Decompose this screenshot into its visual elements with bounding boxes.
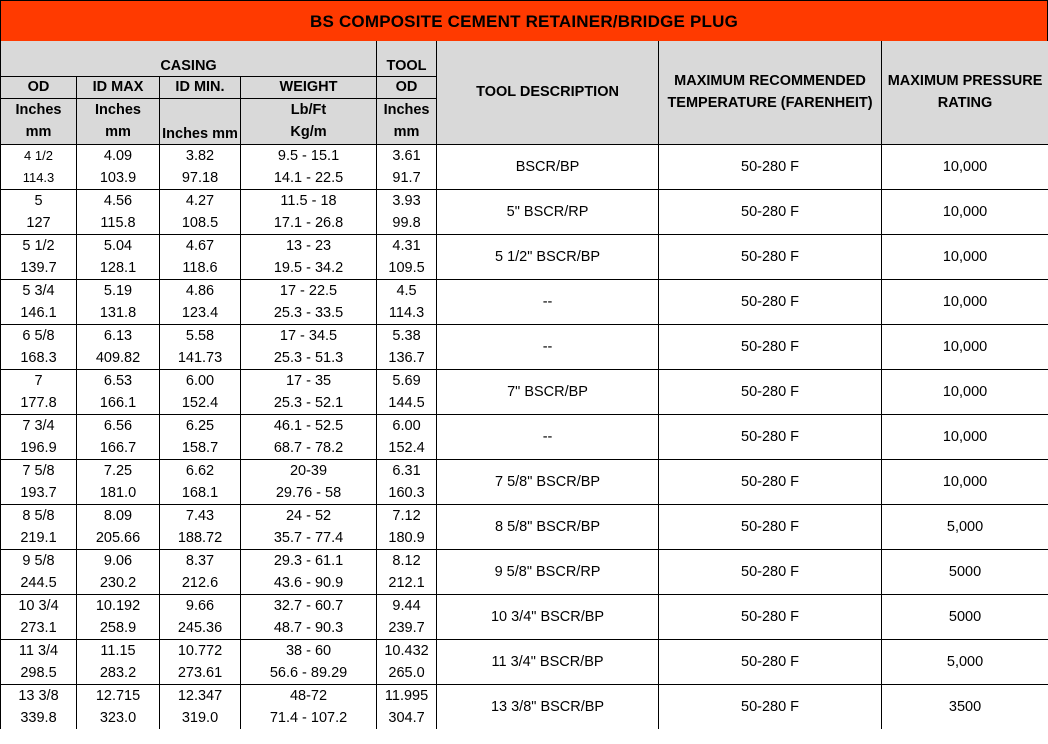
casing-od-mm: 219.1: [1, 527, 77, 550]
tool-description: 11 3/4" BSCR/BP: [437, 639, 659, 684]
id-max-inches: 4.09: [77, 144, 160, 167]
max-pressure-header-line1: MAXIMUM PRESSURE: [887, 73, 1043, 90]
tool-od-inches: 5.69: [377, 369, 437, 392]
id-min-mm: 319.0: [160, 707, 241, 729]
weight-kgm: 48.7 - 90.3: [241, 617, 377, 640]
tool-od-inches: 5.38: [377, 324, 437, 347]
weight-kgm: 25.3 - 51.3: [241, 347, 377, 370]
table-row: [1, 459, 1048, 482]
id-min-inches: 6.62: [160, 459, 241, 482]
id-max-inches: 11.15: [77, 639, 160, 662]
max-pressure: 5000: [882, 594, 1048, 639]
weight-lbft: 24 - 52: [241, 504, 377, 527]
id-max-mm: 128.1: [77, 257, 160, 280]
max-pressure: 10,000: [882, 414, 1048, 459]
tool-description: 7 5/8" BSCR/BP: [437, 459, 659, 504]
tool-description: 5 1/2" BSCR/BP: [437, 234, 659, 279]
id-max-mm: 323.0: [77, 707, 160, 729]
id-max-inches: 4.56: [77, 189, 160, 212]
od-unit-mm: mm: [1, 121, 77, 144]
weight-lbft: 17 - 34.5: [241, 324, 377, 347]
tool-description: --: [437, 279, 659, 324]
tool-description: 10 3/4" BSCR/BP: [437, 594, 659, 639]
casing-od-inches: 4 1/2: [1, 144, 77, 167]
max-pressure: 10,000: [882, 369, 1048, 414]
id-max-inches: 6.13: [77, 324, 160, 347]
id-max-inches: 7.25: [77, 459, 160, 482]
weight-kgm: 25.3 - 52.1: [241, 392, 377, 415]
id-min-mm: 245.36: [160, 617, 241, 640]
table-row: [1, 189, 1048, 212]
table-row: [1, 684, 1048, 707]
id-min-mm: 158.7: [160, 437, 241, 460]
id-min-mm: 97.18: [160, 167, 241, 190]
tool-description: 13 3/8" BSCR/BP: [437, 684, 659, 729]
max-pressure-header: [882, 41, 1048, 144]
od-header: OD: [1, 76, 77, 98]
weight-unit-lbft: Lb/Ft: [241, 98, 377, 121]
tool-od-mm: 91.7: [377, 167, 437, 190]
id-max-mm: 409.82: [77, 347, 160, 370]
casing-od-mm: 177.8: [1, 392, 77, 415]
tool-od-inches: 11.995: [377, 684, 437, 707]
max-temperature-header-line1: MAXIMUM RECOMMENDED: [674, 73, 866, 90]
id-min-inches: 3.82: [160, 144, 241, 167]
id-min-inches: 4.27: [160, 189, 241, 212]
tool-description: --: [437, 324, 659, 369]
id-min-inches: 4.67: [160, 234, 241, 257]
weight-lbft: 29.3 - 61.1: [241, 549, 377, 572]
casing-od-inches: 13 3/8: [1, 684, 77, 707]
id-min-inches: 6.00: [160, 369, 241, 392]
tool-description: 8 5/8" BSCR/BP: [437, 504, 659, 549]
weight-kgm: 25.3 - 33.5: [241, 302, 377, 325]
id-min-inches: 12.347: [160, 684, 241, 707]
table-row: [1, 639, 1048, 662]
casing-od-mm: 168.3: [1, 347, 77, 370]
casing-od-inches: 5: [1, 189, 77, 212]
casing-od-mm: 193.7: [1, 482, 77, 505]
id-max-unit-mm: mm: [77, 121, 160, 144]
weight-lbft: 38 - 60: [241, 639, 377, 662]
tool-od-mm: 180.9: [377, 527, 437, 550]
tool-od-mm: 265.0: [377, 662, 437, 685]
tool-od-inches: 7.12: [377, 504, 437, 527]
casing-od-mm: 139.7: [1, 257, 77, 280]
id-max-inches: 9.06: [77, 549, 160, 572]
weight-kgm: 17.1 - 26.8: [241, 212, 377, 235]
id-max-mm: 115.8: [77, 212, 160, 235]
tool-od-mm: 99.8: [377, 212, 437, 235]
id-min-unit: Inches mm: [160, 98, 241, 144]
id-max-inches: 6.53: [77, 369, 160, 392]
table-row: [1, 369, 1048, 392]
tool-od-mm: 152.4: [377, 437, 437, 460]
id-max-inches: 6.56: [77, 414, 160, 437]
id-min-header: ID MIN.: [160, 76, 241, 98]
casing-od-inches: 7 3/4: [1, 414, 77, 437]
max-pressure-header-line2: RATING: [937, 95, 993, 112]
tool-od-inches: 6.00: [377, 414, 437, 437]
tool-description: BSCR/BP: [437, 144, 659, 189]
casing-od-inches: 11 3/4: [1, 639, 77, 662]
tool-description: 7" BSCR/BP: [437, 369, 659, 414]
id-min-mm: 152.4: [160, 392, 241, 415]
id-min-mm: 141.73: [160, 347, 241, 370]
weight-lbft: 17 - 35: [241, 369, 377, 392]
sheet-title: BS COMPOSITE CEMENT RETAINER/BRIDGE PLUG: [0, 0, 1048, 43]
max-pressure: 10,000: [882, 279, 1048, 324]
tool-description-header: TOOL DESCRIPTION: [437, 41, 659, 144]
weight-lbft: 48-72: [241, 684, 377, 707]
max-pressure: 10,000: [882, 234, 1048, 279]
tool-od-unit-mm: mm: [377, 121, 437, 144]
max-pressure: 10,000: [882, 144, 1048, 189]
weight-lbft: 13 - 23: [241, 234, 377, 257]
weight-lbft: 17 - 22.5: [241, 279, 377, 302]
max-temperature: 50-280 F: [659, 324, 882, 369]
id-max-mm: 181.0: [77, 482, 160, 505]
weight-kgm: 43.6 - 90.9: [241, 572, 377, 595]
table-row: [1, 414, 1048, 437]
weight-unit-kgm: Kg/m: [241, 121, 377, 144]
id-min-mm: 108.5: [160, 212, 241, 235]
id-min-mm: 188.72: [160, 527, 241, 550]
tool-od-mm: 114.3: [377, 302, 437, 325]
id-max-inches: 5.19: [77, 279, 160, 302]
id-max-header: ID MAX: [77, 76, 160, 98]
max-pressure: 10,000: [882, 459, 1048, 504]
od-unit-inches: Inches: [1, 98, 77, 121]
id-max-inches: 10.192: [77, 594, 160, 617]
table-row: [1, 234, 1048, 257]
casing-od-inches: 7: [1, 369, 77, 392]
max-pressure: 10,000: [882, 324, 1048, 369]
tool-od-mm: 239.7: [377, 617, 437, 640]
max-temperature-header-line2: TEMPERATURE (FARENHEIT): [667, 95, 873, 112]
tool-od-mm: 212.1: [377, 572, 437, 595]
weight-lbft: 11.5 - 18: [241, 189, 377, 212]
tool-od-unit-inches: Inches: [377, 98, 437, 121]
tool-od-mm: 109.5: [377, 257, 437, 280]
id-max-mm: 283.2: [77, 662, 160, 685]
max-temperature: 50-280 F: [659, 234, 882, 279]
table-row: [1, 549, 1048, 572]
tool-group-header: TOOL: [377, 41, 437, 76]
id-min-mm: 123.4: [160, 302, 241, 325]
tool-description: 5" BSCR/RP: [437, 189, 659, 234]
max-pressure: 5000: [882, 549, 1048, 594]
id-min-mm: 212.6: [160, 572, 241, 595]
max-pressure: 5,000: [882, 504, 1048, 549]
casing-od-mm: 114.3: [1, 167, 77, 190]
casing-od-mm: 244.5: [1, 572, 77, 595]
max-pressure: 5,000: [882, 639, 1048, 684]
id-min-inches: 5.58: [160, 324, 241, 347]
max-pressure: 10,000: [882, 189, 1048, 234]
casing-od-inches: 10 3/4: [1, 594, 77, 617]
weight-kgm: 29.76 - 58: [241, 482, 377, 505]
max-temperature: 50-280 F: [659, 414, 882, 459]
id-max-inches: 5.04: [77, 234, 160, 257]
casing-od-inches: 9 5/8: [1, 549, 77, 572]
tool-od-inches: 3.61: [377, 144, 437, 167]
casing-od-mm: 273.1: [1, 617, 77, 640]
casing-od-inches: 5 1/2: [1, 234, 77, 257]
weight-kgm: 56.6 - 89.29: [241, 662, 377, 685]
weight-header: WEIGHT: [241, 76, 377, 98]
tool-od-inches: 10.432: [377, 639, 437, 662]
id-min-inches: 4.86: [160, 279, 241, 302]
weight-lbft: 32.7 - 60.7: [241, 594, 377, 617]
id-min-mm: 273.61: [160, 662, 241, 685]
id-max-mm: 131.8: [77, 302, 160, 325]
max-temperature: 50-280 F: [659, 459, 882, 504]
casing-od-mm: 196.9: [1, 437, 77, 460]
table-row: [1, 504, 1048, 527]
weight-lbft: 9.5 - 15.1: [241, 144, 377, 167]
tool-od-mm: 136.7: [377, 347, 437, 370]
weight-lbft: 46.1 - 52.5: [241, 414, 377, 437]
table-row: [1, 324, 1048, 347]
weight-lbft: 20-39: [241, 459, 377, 482]
tool-od-inches: 9.44: [377, 594, 437, 617]
weight-kgm: 14.1 - 22.5: [241, 167, 377, 190]
specs-table: [0, 41, 1048, 729]
id-max-mm: 205.66: [77, 527, 160, 550]
id-min-inches: 6.25: [160, 414, 241, 437]
max-pressure: 3500: [882, 684, 1048, 729]
id-max-inches: 12.715: [77, 684, 160, 707]
casing-od-mm: 339.8: [1, 707, 77, 729]
id-max-mm: 258.9: [77, 617, 160, 640]
casing-od-mm: 298.5: [1, 662, 77, 685]
casing-od-inches: 6 5/8: [1, 324, 77, 347]
id-min-mm: 118.6: [160, 257, 241, 280]
tool-description: --: [437, 414, 659, 459]
max-temperature: 50-280 F: [659, 189, 882, 234]
id-max-unit-inches: Inches: [77, 98, 160, 121]
casing-od-inches: 5 3/4: [1, 279, 77, 302]
max-temperature: 50-280 F: [659, 549, 882, 594]
id-min-inches: 10.772: [160, 639, 241, 662]
weight-kgm: 19.5 - 34.2: [241, 257, 377, 280]
tool-od-inches: 4.5: [377, 279, 437, 302]
max-temperature: 50-280 F: [659, 594, 882, 639]
id-min-inches: 9.66: [160, 594, 241, 617]
id-min-inches: 7.43: [160, 504, 241, 527]
id-max-mm: 166.7: [77, 437, 160, 460]
casing-od-mm: 146.1: [1, 302, 77, 325]
max-temperature-header: [659, 41, 882, 144]
id-max-mm: 103.9: [77, 167, 160, 190]
max-temperature: 50-280 F: [659, 279, 882, 324]
id-min-inches: 8.37: [160, 549, 241, 572]
casing-od-mm: 127: [1, 212, 77, 235]
tool-od-inches: 4.31: [377, 234, 437, 257]
tool-od-inches: 3.93: [377, 189, 437, 212]
table-row: [1, 144, 1048, 167]
max-temperature: 50-280 F: [659, 504, 882, 549]
weight-kgm: 71.4 - 107.2: [241, 707, 377, 729]
tool-od-inches: 6.31: [377, 459, 437, 482]
id-max-mm: 166.1: [77, 392, 160, 415]
max-temperature: 50-280 F: [659, 684, 882, 729]
max-temperature: 50-280 F: [659, 369, 882, 414]
id-max-inches: 8.09: [77, 504, 160, 527]
max-temperature: 50-280 F: [659, 639, 882, 684]
table-row: [1, 594, 1048, 617]
weight-kgm: 68.7 - 78.2: [241, 437, 377, 460]
tool-od-header: OD: [377, 76, 437, 98]
id-min-mm: 168.1: [160, 482, 241, 505]
casing-od-inches: 8 5/8: [1, 504, 77, 527]
max-temperature: 50-280 F: [659, 144, 882, 189]
tool-od-mm: 144.5: [377, 392, 437, 415]
tool-od-inches: 8.12: [377, 549, 437, 572]
tool-od-mm: 304.7: [377, 707, 437, 729]
casing-group-header: CASING: [1, 41, 377, 76]
tool-description: 9 5/8" BSCR/RP: [437, 549, 659, 594]
id-max-mm: 230.2: [77, 572, 160, 595]
tool-od-mm: 160.3: [377, 482, 437, 505]
weight-kgm: 35.7 - 77.4: [241, 527, 377, 550]
table-row: [1, 279, 1048, 302]
casing-od-inches: 7 5/8: [1, 459, 77, 482]
